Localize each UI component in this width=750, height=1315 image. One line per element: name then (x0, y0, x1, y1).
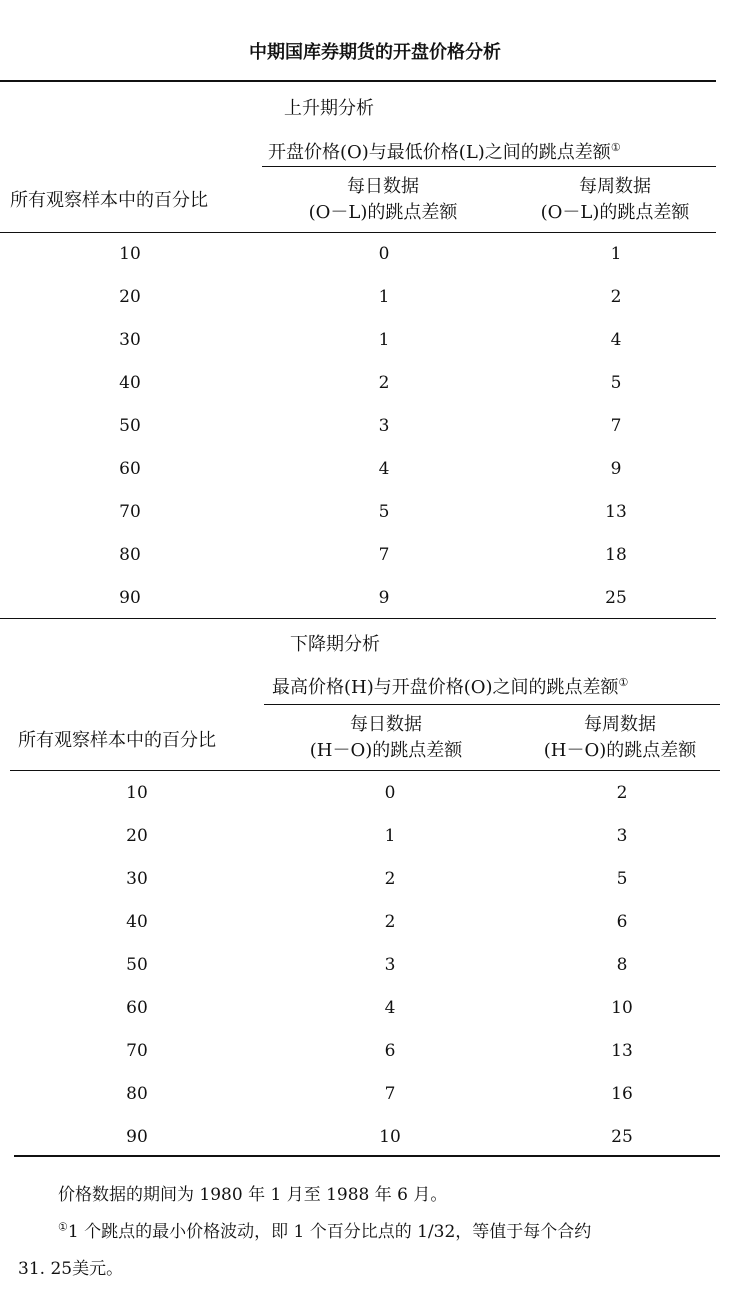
falling-col-weekly-line2: (H－O)的跳点差额 (543, 740, 697, 761)
table-title: 中期国库券期货的开盘价格分析 (249, 42, 501, 63)
weekly-cell: 9 (610, 459, 622, 479)
table-row (0, 912, 750, 942)
daily-cell: 1 (378, 287, 390, 307)
pct-cell: 70 (119, 502, 141, 522)
falling-bottom-rule (14, 1155, 720, 1157)
weekly-cell: 6 (616, 912, 628, 932)
footnote-text-line1: 1 个跳点的最小价格波动，即 1 个百分比点的 1/32，等值于每个合约 (67, 1222, 592, 1242)
weekly-cell: 25 (605, 588, 627, 608)
daily-cell: 3 (384, 955, 396, 975)
weekly-cell: 8 (616, 955, 628, 975)
weekly-cell: 7 (610, 416, 622, 436)
daily-cell: 1 (378, 330, 390, 350)
footnote-mark: ① (618, 676, 629, 689)
table-row (0, 1127, 750, 1157)
pct-cell: 40 (119, 373, 141, 393)
pct-cell: 50 (119, 416, 141, 436)
rising-col-daily-line1: 每日数据 (347, 176, 419, 197)
weekly-cell: 18 (605, 545, 627, 565)
rising-col-weekly-line2: (O－L)的跳点差额 (540, 202, 690, 223)
daily-cell: 9 (378, 588, 390, 608)
table-row (0, 869, 750, 899)
weekly-cell: 3 (616, 826, 628, 846)
table-row (0, 783, 750, 813)
pct-cell: 70 (126, 1041, 148, 1061)
daily-cell: 0 (378, 244, 390, 264)
rising-group-rule (262, 166, 716, 167)
pct-cell: 10 (119, 244, 141, 264)
daily-cell: 6 (384, 1041, 396, 1061)
pct-cell: 60 (119, 459, 141, 479)
weekly-cell: 5 (616, 869, 628, 889)
rising-row-header: 所有观察样本中的百分比 (10, 190, 208, 211)
falling-group-rule (264, 704, 720, 705)
table-row (0, 998, 750, 1028)
weekly-cell: 1 (610, 244, 622, 264)
falling-col-weekly-line1: 每周数据 (584, 714, 656, 735)
weekly-cell: 13 (611, 1041, 633, 1061)
pct-cell: 90 (126, 1127, 148, 1147)
weekly-cell: 5 (610, 373, 622, 393)
rising-col-daily (283, 174, 483, 226)
footnote-mark: ① (58, 1220, 68, 1234)
table-row (0, 459, 750, 489)
falling-section-label: 下降期分析 (290, 634, 380, 655)
pct-cell: 40 (126, 912, 148, 932)
pct-cell: 90 (119, 588, 141, 608)
daily-cell: 7 (378, 545, 390, 565)
weekly-cell: 4 (610, 330, 622, 350)
daily-cell: 0 (384, 783, 396, 803)
pct-cell: 80 (119, 545, 141, 565)
table-row (0, 330, 750, 360)
table-row (0, 588, 750, 618)
daily-cell: 10 (379, 1127, 401, 1147)
rising-col-weekly (515, 174, 715, 226)
table-row (0, 826, 750, 856)
falling-col-weekly (520, 712, 720, 764)
falling-header-rule (10, 770, 720, 771)
weekly-cell: 13 (605, 502, 627, 522)
weekly-cell: 2 (610, 287, 622, 307)
table-row (0, 244, 750, 274)
top-rule (0, 80, 716, 82)
pct-cell: 10 (126, 783, 148, 803)
table-row (0, 1041, 750, 1071)
falling-col-daily-line2: (H－O)的跳点差额 (309, 740, 463, 761)
footnote-mark: ① (610, 141, 621, 154)
pct-cell: 30 (119, 330, 141, 350)
pct-cell: 80 (126, 1084, 148, 1104)
daily-cell: 4 (384, 998, 396, 1018)
rising-col-weekly-line1: 每周数据 (579, 176, 651, 197)
table-row (0, 1084, 750, 1114)
table-row (0, 955, 750, 985)
weekly-cell: 16 (611, 1084, 633, 1104)
rising-group-header (268, 138, 621, 164)
falling-col-daily (286, 712, 486, 764)
table-row (0, 502, 750, 532)
rising-group-header-text: 开盘价格(O)与最低价格(L)之间的跳点差额 (268, 142, 611, 163)
period-note: 价格数据的期间为 1980 年 1 月至 1988 年 6 月。 (58, 1185, 448, 1205)
daily-cell: 1 (384, 826, 396, 846)
weekly-cell: 25 (611, 1127, 633, 1147)
daily-cell: 5 (378, 502, 390, 522)
falling-col-daily-line1: 每日数据 (350, 714, 422, 735)
footnote-continuation: 31. 25美元。 (18, 1259, 124, 1279)
table-row (0, 373, 750, 403)
footnote (58, 1217, 591, 1242)
pct-cell: 30 (126, 869, 148, 889)
pct-cell: 50 (126, 955, 148, 975)
rising-col-daily-line2: (O－L)的跳点差额 (308, 202, 458, 223)
daily-cell: 4 (378, 459, 390, 479)
daily-cell: 2 (378, 373, 390, 393)
falling-group-header (272, 673, 628, 699)
falling-group-header-text: 最高价格(H)与开盘价格(O)之间的跳点差额 (272, 677, 619, 698)
falling-row-header: 所有观察样本中的百分比 (18, 730, 216, 751)
daily-cell: 7 (384, 1084, 396, 1104)
table-row (0, 416, 750, 446)
daily-cell: 2 (384, 912, 396, 932)
table-row (0, 545, 750, 575)
pct-cell: 60 (126, 998, 148, 1018)
pct-cell: 20 (119, 287, 141, 307)
rising-header-rule (0, 232, 716, 233)
daily-cell: 3 (378, 416, 390, 436)
rising-bottom-rule (0, 618, 716, 619)
weekly-cell: 10 (611, 998, 633, 1018)
daily-cell: 2 (384, 869, 396, 889)
pct-cell: 20 (126, 826, 148, 846)
table-row (0, 287, 750, 317)
weekly-cell: 2 (616, 783, 628, 803)
rising-section-label: 上升期分析 (284, 98, 374, 119)
